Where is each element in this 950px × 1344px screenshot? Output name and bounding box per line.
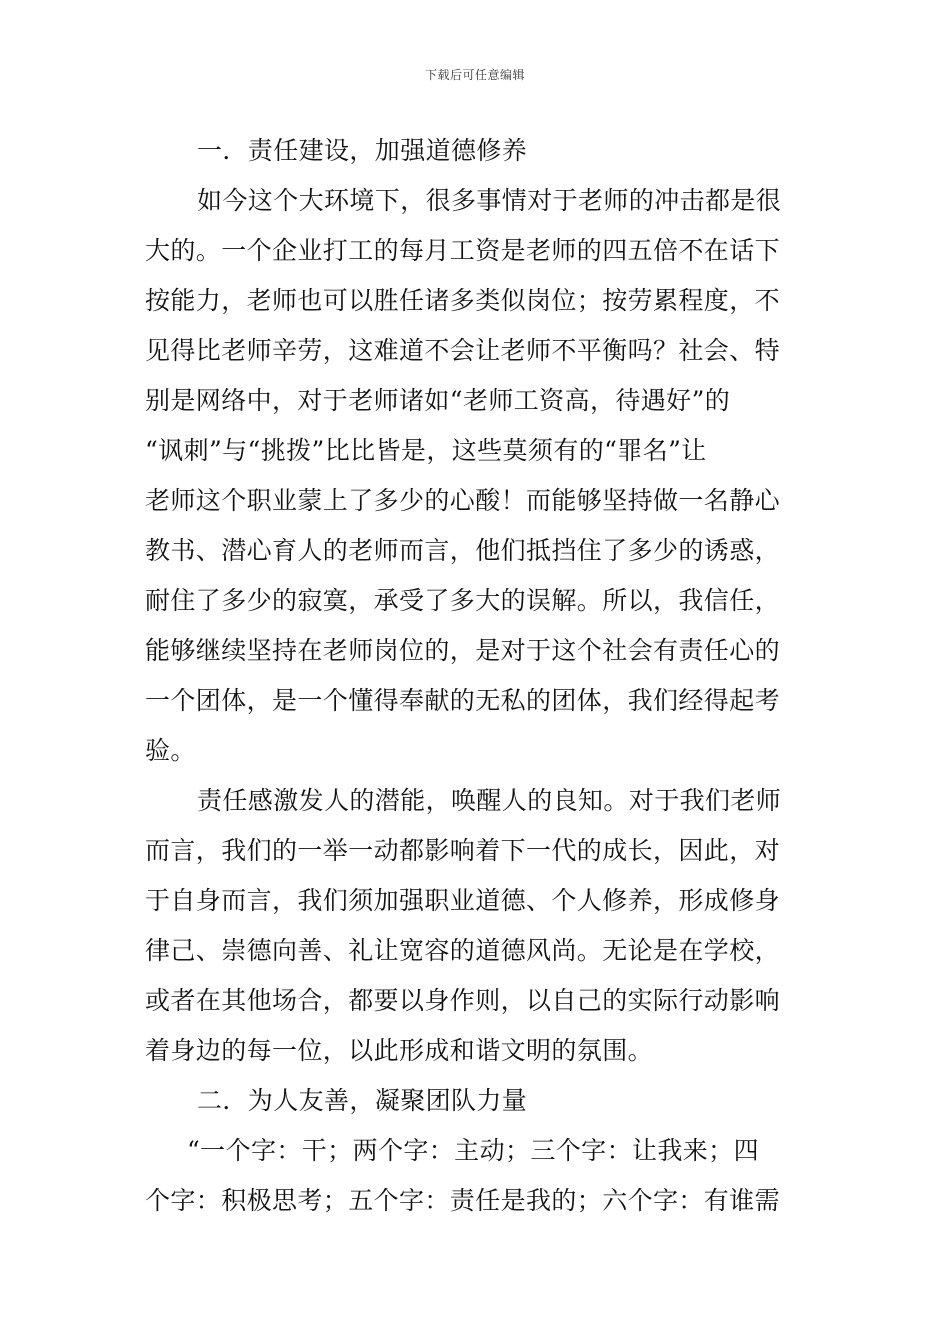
paragraph-line: “一个字：干；两个字：主动；三个字：让我来；四 [187, 1136, 759, 1165]
paragraph-line: 耐住了多少的寂寞，承受了多大的误解。所以，我信任， [145, 586, 781, 615]
paragraph-line: 老师这个职业蒙上了多少的心酸！而能够坚持做一名静心 [145, 486, 781, 515]
paragraph-line: 按能力，老师也可以胜任诸多类似岗位；按劳累程度，不 [145, 286, 781, 315]
paragraph-line: 一个团体，是一个懂得奉献的无私的团体，我们经得起考 [145, 686, 781, 715]
paragraph-line: “讽刺”与“挑拨”比比皆是，这些莫须有的“罪名”让 [145, 436, 707, 465]
paragraph-line: 个字：积极思考；五个字：责任是我的；六个字：有谁需 [145, 1186, 781, 1215]
paragraph-line: 如今这个大环境下，很多事情对于老师的冲击都是很 [197, 186, 782, 215]
paragraph-line: 责任感激发人的潜能，唤醒人的良知。对于我们老师 [197, 786, 782, 815]
paragraph-line: 大的。一个企业打工的每月工资是老师的四五倍不在话下 [145, 236, 781, 265]
paragraph-line: 教书、潜心育人的老师而言，他们抵挡住了多少的诱惑， [145, 536, 781, 565]
paragraph-line: 验。 [145, 736, 196, 765]
paragraph-line: 能够继续坚持在老师岗位的，是对于这个社会有责任心的 [145, 636, 781, 665]
section-heading-1: 一．责任建设，加强道德修养 [197, 136, 528, 165]
paragraph-line: 律己、崇德向善、礼让宽容的道德风尚。无论是在学校， [145, 936, 781, 965]
paragraph-line: 着身边的每一位，以此形成和谐文明的氛围。 [145, 1036, 654, 1065]
section-heading-2: 二．为人友善，凝聚团队力量 [197, 1086, 528, 1115]
page-header: 下载后可任意编辑 [424, 68, 525, 82]
document-body [145, 126, 807, 1226]
paragraph-line: 或者在其他场合，都要以身作则，以自己的实际行动影响 [145, 986, 781, 1015]
paragraph-line: 别是网络中，对于老师诸如“老师工资高，待遇好”的 [145, 386, 731, 415]
paragraph-line: 而言，我们的一举一动都影响着下一代的成长，因此，对 [145, 836, 781, 865]
paragraph-line: 于自身而言，我们须加强职业道德、个人修养，形成修身 [145, 886, 781, 915]
paragraph-line: 见得比老师辛劳，这难道不会让老师不平衡吗？社会、特 [145, 336, 781, 365]
